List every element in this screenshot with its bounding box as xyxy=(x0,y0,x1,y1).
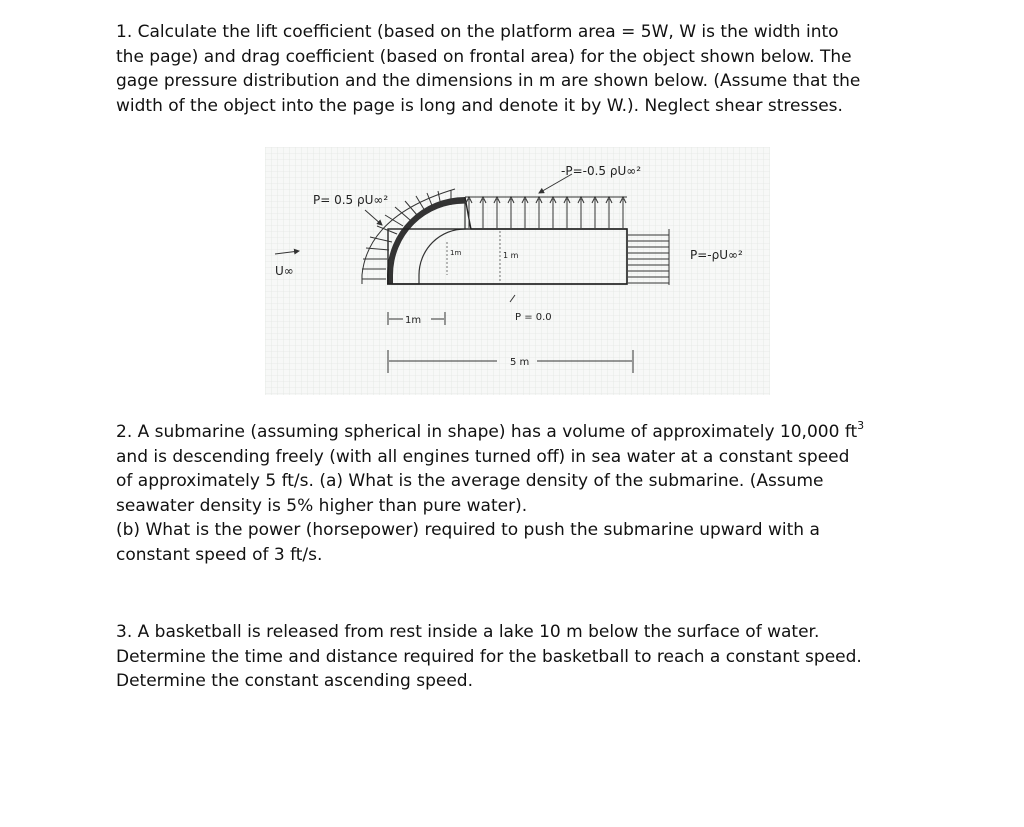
back-pressure-label: P=-ρU∞² xyxy=(690,248,743,262)
question-2-line: (b) What is the power (horsepower) required to push the submarine upward with a xyxy=(116,520,820,540)
question-2 xyxy=(116,420,936,567)
question-2-line: constant speed of 3 ft/s. xyxy=(116,544,323,565)
question-2-line: of approximately 5 ft/s. (a) What is the average density of the submarine. (Assume xyxy=(116,471,824,491)
question-1 xyxy=(116,20,936,118)
dimension-5m-label: 5 m xyxy=(510,357,530,368)
question-2-line-1-text: 2. A submarine (assuming spherical in shape) has a volume of approximately 10,000 ft xyxy=(116,422,858,442)
question-3 xyxy=(116,620,936,694)
freestream-velocity-label: U∞ xyxy=(275,264,294,278)
question-2-line xyxy=(116,420,936,445)
question-3-line: Determine the time and distance required for the basketball to reach a constant speed. xyxy=(116,646,862,667)
question-2-line: seawater density is 5% higher than pure water). xyxy=(116,495,528,516)
radius-label: 1m xyxy=(450,249,462,257)
question-1-line: the page) and drag coefficient (based on frontal area) for the object shown below. The xyxy=(116,46,852,67)
question-1-line: 1. Calculate the lift coefficient (based on the platform area = 5W, W is the width into xyxy=(116,22,839,42)
dimension-1m-label: 1m xyxy=(405,315,422,326)
top-pressure-label: -P=-0.5 ρU∞² xyxy=(561,164,642,178)
front-pressure-label: P= 0.5 ρU∞² xyxy=(313,193,389,207)
question-2-line: and is descending freely (with all engines turned off) in sea water at a constant speed xyxy=(116,446,850,467)
question-3-line: Determine the constant ascending speed. xyxy=(116,671,473,691)
bottom-pressure-label: P = 0.0 xyxy=(515,312,552,323)
question-3-line: 3. A basketball is released from rest inside a lake 10 m below the surface of water. xyxy=(116,622,820,642)
question-1-line: gage pressure distribution and the dimensions in m are shown below. (Assume that the xyxy=(116,71,861,91)
height-label: 1 m xyxy=(503,251,519,260)
pressure-distribution-figure xyxy=(265,147,770,395)
superscript-exponent: 3 xyxy=(857,419,865,433)
question-1-line: width of the object into the page is long and denote it by W.). Neglect shear stresses. xyxy=(116,95,843,116)
